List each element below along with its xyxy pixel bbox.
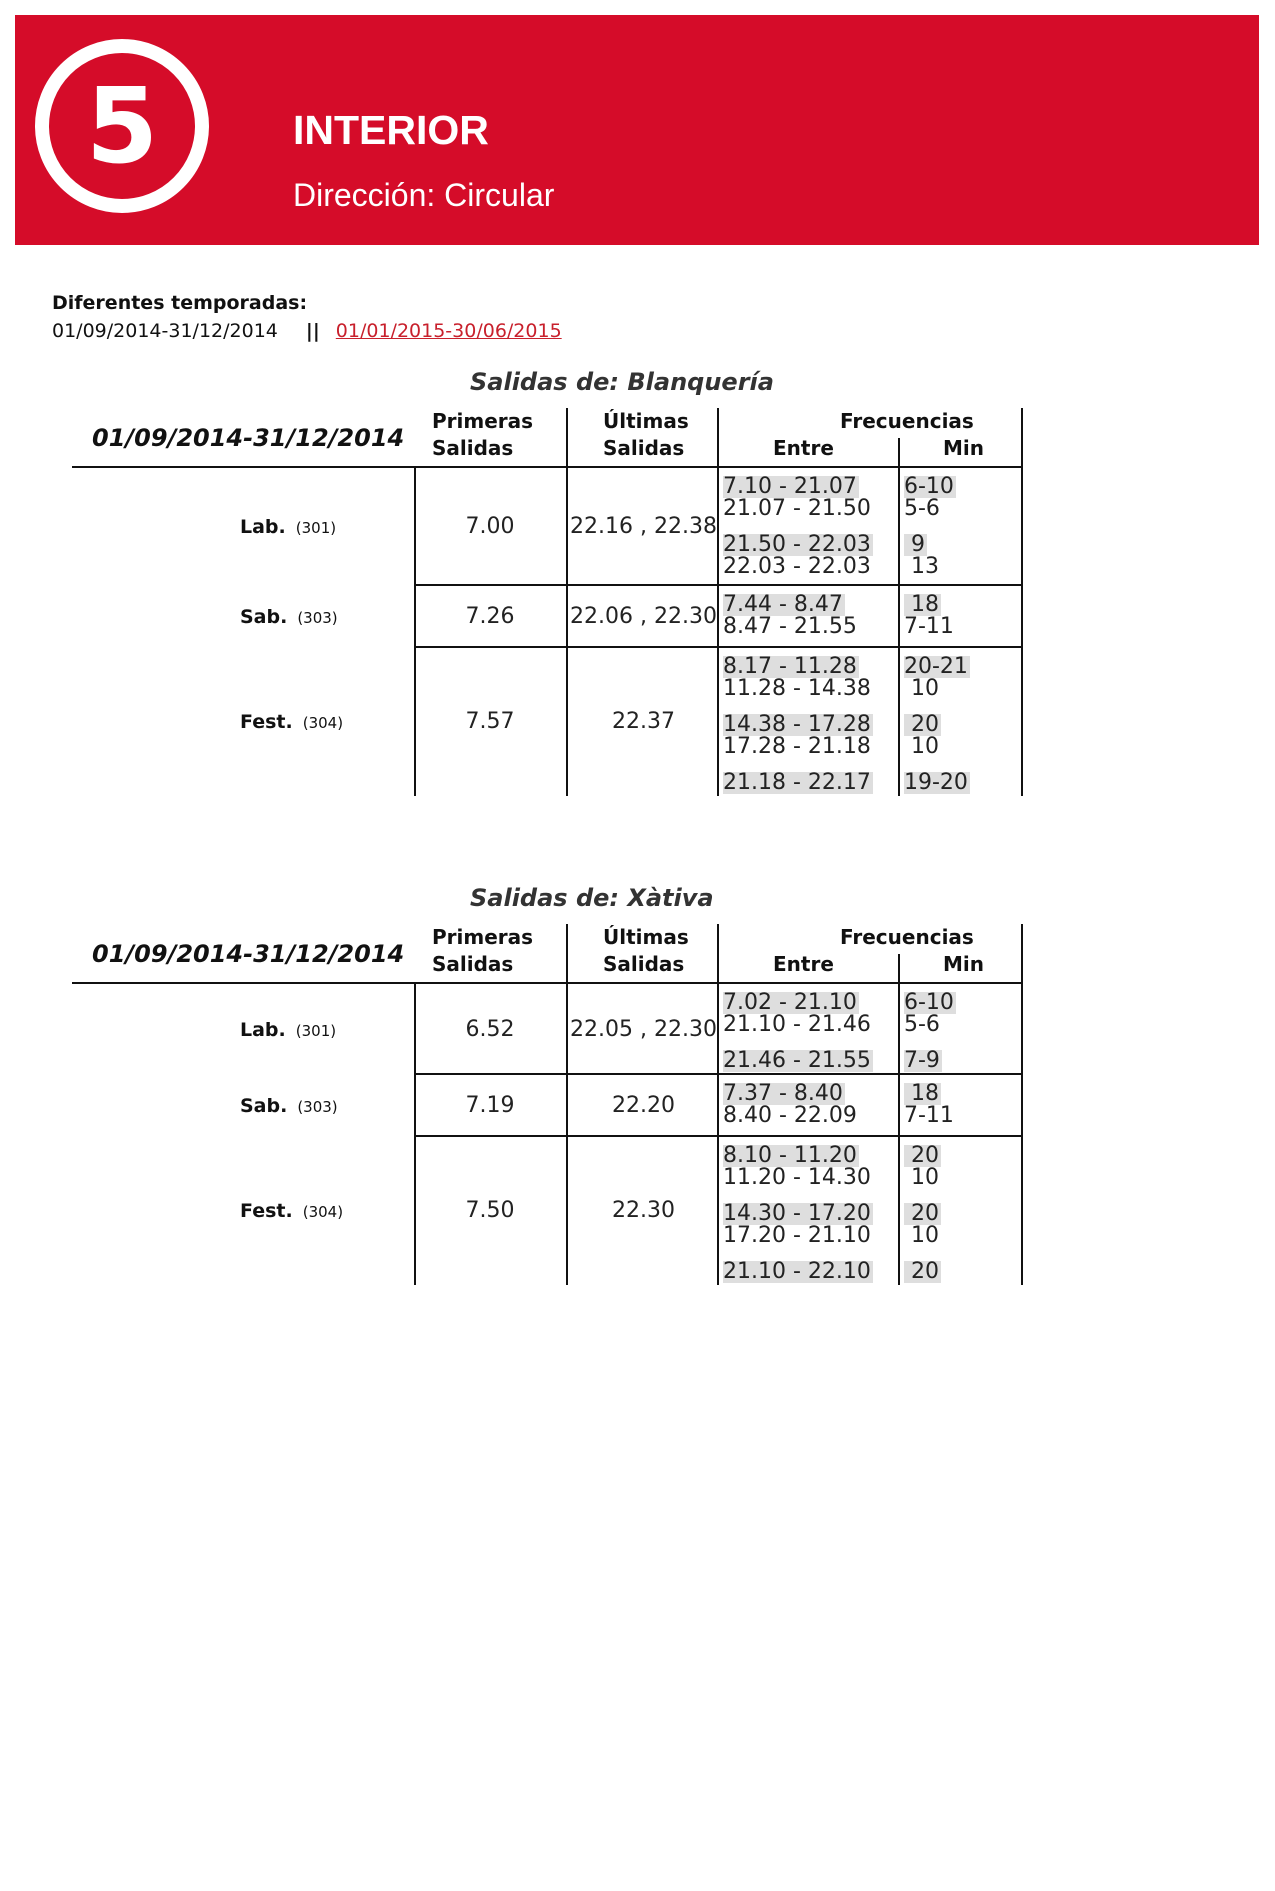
frequency-min-text: 10	[904, 1223, 939, 1248]
table-line	[1021, 586, 1023, 648]
frequency-range	[723, 1105, 857, 1127]
frequency-min	[904, 1203, 941, 1225]
frequency-range-text: 11.20 - 14.30	[723, 1165, 871, 1190]
frequency-min	[904, 594, 941, 616]
table-row	[0, 648, 1275, 796]
frequency-range-text: 21.46 - 21.55	[723, 1048, 871, 1073]
frequency-min	[904, 656, 970, 678]
frequency-min	[904, 714, 941, 736]
route-name: INTERIOR	[293, 107, 489, 153]
column-frecuencias: Frecuencias	[840, 409, 974, 433]
route-number-badge	[35, 39, 209, 213]
last-departures: 22.30	[612, 1198, 675, 1223]
frequency-min	[904, 498, 940, 520]
column-min: Min	[943, 436, 984, 460]
table-row	[0, 586, 1275, 648]
table-line	[1021, 984, 1023, 1075]
frequency-min	[904, 678, 939, 700]
frequency-min-text: 5-6	[904, 1012, 940, 1037]
frequency-range	[723, 772, 873, 794]
frequency-range	[723, 1225, 871, 1247]
last-departures: 22.06 , 22.30	[570, 604, 717, 629]
frequency-range-text: 14.30 - 17.20	[723, 1201, 871, 1226]
frequency-range	[723, 1050, 873, 1072]
day-type	[240, 516, 336, 538]
timetable-period: 01/09/2014-31/12/2014	[92, 424, 405, 452]
frequency-min-text: 10	[904, 1165, 939, 1190]
first-departure: 7.26	[465, 604, 515, 629]
day-type	[240, 606, 338, 628]
seasons-label: Diferentes temporadas:	[52, 292, 308, 314]
frequency-range-text: 21.10 - 21.46	[723, 1012, 871, 1037]
last-departures: 22.16 , 22.38	[570, 514, 717, 539]
table-line	[1021, 1137, 1023, 1285]
last-departures: 22.20	[612, 1093, 675, 1118]
table-line	[898, 586, 900, 648]
frequency-min	[904, 1014, 940, 1036]
frequency-range-text: 7.02 - 21.10	[723, 990, 857, 1015]
day-type	[240, 1200, 343, 1222]
frequency-range-text: 7.37 - 8.40	[723, 1081, 843, 1106]
frequency-min-text: 13	[904, 554, 939, 579]
frequency-range	[723, 556, 871, 578]
frequency-min-text: 7-11	[904, 1103, 954, 1128]
column-frecuencias: Frecuencias	[840, 925, 974, 949]
route-banner	[15, 15, 1259, 245]
table-row	[0, 1075, 1275, 1137]
table-line	[717, 924, 719, 982]
frequency-range-text: 11.28 - 14.38	[723, 676, 871, 701]
frequency-min	[904, 556, 939, 578]
frequency-min-text: 20	[904, 712, 939, 737]
table-line	[1021, 408, 1023, 466]
frequency-min-text: 20	[904, 1143, 939, 1168]
season-link-2015[interactable]: 01/01/2015-30/06/2015	[335, 320, 562, 342]
frequency-min	[904, 1145, 941, 1167]
frequency-min-text: 18	[904, 1081, 939, 1106]
frequency-min-text: 6-10	[904, 474, 954, 499]
frequency-range	[723, 1145, 859, 1167]
column-primeras-salidas: Salidas	[432, 952, 514, 976]
frequency-min	[904, 616, 954, 638]
frequency-range	[723, 476, 859, 498]
frequency-range	[723, 992, 859, 1014]
frequency-range-text: 7.10 - 21.07	[723, 474, 857, 499]
frequency-min-text: 20	[904, 1259, 939, 1284]
frequency-range-text: 8.17 - 11.28	[723, 654, 857, 679]
frequency-min-text: 5-6	[904, 496, 940, 521]
frequency-min-text: 9	[904, 532, 925, 557]
frequency-range-text: 21.50 - 22.03	[723, 532, 871, 557]
frequency-range-text: 8.40 - 22.09	[723, 1103, 857, 1128]
frequency-min-text: 6-10	[904, 990, 954, 1015]
line-code: (301)	[295, 519, 337, 537]
table-line	[717, 408, 719, 466]
table-row	[0, 1137, 1275, 1285]
column-ultimas-salidas: Salidas	[603, 436, 685, 460]
table-line	[1021, 1075, 1023, 1137]
last-departures: 22.37	[612, 709, 675, 734]
frequency-range	[723, 498, 871, 520]
timetable-title: Salidas de: Xàtiva	[470, 884, 714, 912]
timetable-title: Salidas de: Blanquería	[470, 368, 774, 396]
frequency-range	[723, 1014, 871, 1036]
table-row	[0, 984, 1275, 1075]
frequency-range	[723, 656, 859, 678]
table-line	[898, 468, 900, 586]
frequency-range-text: 17.28 - 21.18	[723, 734, 871, 759]
first-departure: 6.52	[465, 1017, 515, 1042]
frequency-min	[904, 992, 956, 1014]
table-line	[1021, 648, 1023, 796]
column-ultimas-salidas: Salidas	[603, 952, 685, 976]
frequency-range	[723, 678, 871, 700]
day-label: Sab.	[240, 606, 288, 628]
frequency-range-text: 8.10 - 11.20	[723, 1143, 857, 1168]
column-ultimas: Últimas	[603, 925, 689, 949]
table-line	[566, 924, 568, 982]
line-code: (303)	[297, 1098, 338, 1116]
frequency-min	[904, 1261, 941, 1283]
last-departures: 22.05 , 22.30	[570, 1017, 717, 1042]
day-label: Sab.	[240, 1095, 288, 1117]
day-label: Lab.	[240, 516, 286, 538]
season-current: 01/09/2014-31/12/2014	[52, 320, 278, 342]
frequency-range	[723, 534, 873, 556]
column-entre: Entre	[773, 952, 834, 976]
frequency-range-text: 17.20 - 21.10	[723, 1223, 871, 1248]
frequency-range	[723, 594, 845, 616]
frequency-min-text: 20	[904, 1201, 939, 1226]
frequency-min-text: 7-11	[904, 614, 954, 639]
column-ultimas: Últimas	[603, 409, 689, 433]
timetable-period: 01/09/2014-31/12/2014	[92, 940, 405, 968]
first-departure: 7.00	[465, 514, 515, 539]
frequency-range	[723, 736, 871, 758]
table-line	[898, 1075, 900, 1137]
frequency-range-text: 8.47 - 21.55	[723, 614, 857, 639]
frequency-range	[723, 714, 873, 736]
frequency-range	[723, 616, 857, 638]
column-min: Min	[943, 952, 984, 976]
day-type	[240, 1019, 336, 1041]
frequency-min	[904, 1105, 954, 1127]
table-line	[898, 648, 900, 796]
route-number: 5	[85, 65, 159, 187]
frequency-range	[723, 1083, 845, 1105]
frequency-range	[723, 1167, 871, 1189]
frequency-min	[904, 736, 939, 758]
column-primeras: Primeras	[432, 409, 534, 433]
frequency-range-text: 7.44 - 8.47	[723, 592, 843, 617]
frequency-min-text: 10	[904, 734, 939, 759]
frequency-range	[723, 1203, 873, 1225]
table-line	[1021, 924, 1023, 982]
frequency-range-text: 14.38 - 17.28	[723, 712, 871, 737]
frequency-min-text: 18	[904, 592, 939, 617]
table-row	[0, 468, 1275, 586]
table-line	[1021, 468, 1023, 586]
route-direction: Dirección: Circular	[293, 177, 555, 213]
first-departure: 7.57	[465, 709, 515, 734]
frequency-range-text: 21.10 - 22.10	[723, 1259, 871, 1284]
day-label: Lab.	[240, 1019, 286, 1041]
frequency-min	[904, 534, 927, 556]
first-departure: 7.50	[465, 1198, 515, 1223]
frequency-min	[904, 1050, 942, 1072]
day-type	[240, 1095, 338, 1117]
line-code: (304)	[302, 1203, 344, 1221]
frequency-min-text: 19-20	[904, 770, 968, 795]
frequency-min-text: 7-9	[904, 1048, 940, 1073]
column-primeras: Primeras	[432, 925, 534, 949]
table-line	[898, 954, 900, 982]
frequency-min	[904, 772, 970, 794]
season-separator: ||	[305, 320, 320, 342]
day-type	[240, 711, 343, 733]
frequency-range-text: 21.18 - 22.17	[723, 770, 871, 795]
frequency-min	[904, 1167, 939, 1189]
table-line	[898, 438, 900, 466]
frequency-range	[723, 1261, 873, 1283]
column-primeras-salidas: Salidas	[432, 436, 514, 460]
seasons-selector	[52, 320, 562, 342]
day-label: Fest.	[240, 711, 293, 733]
column-entre: Entre	[773, 436, 834, 460]
table-line	[566, 408, 568, 466]
frequency-min	[904, 1225, 939, 1247]
day-label: Fest.	[240, 1200, 293, 1222]
frequency-range-text: 21.07 - 21.50	[723, 496, 871, 521]
frequency-range-text: 22.03 - 22.03	[723, 554, 871, 579]
frequency-min-text: 20-21	[904, 654, 968, 679]
table-line	[898, 1137, 900, 1285]
frequency-min-text: 10	[904, 676, 939, 701]
table-line	[898, 984, 900, 1075]
frequency-min	[904, 1083, 941, 1105]
frequency-min	[904, 476, 956, 498]
line-code: (301)	[295, 1022, 337, 1040]
first-departure: 7.19	[465, 1093, 515, 1118]
line-code: (304)	[302, 714, 344, 732]
line-code: (303)	[297, 609, 338, 627]
